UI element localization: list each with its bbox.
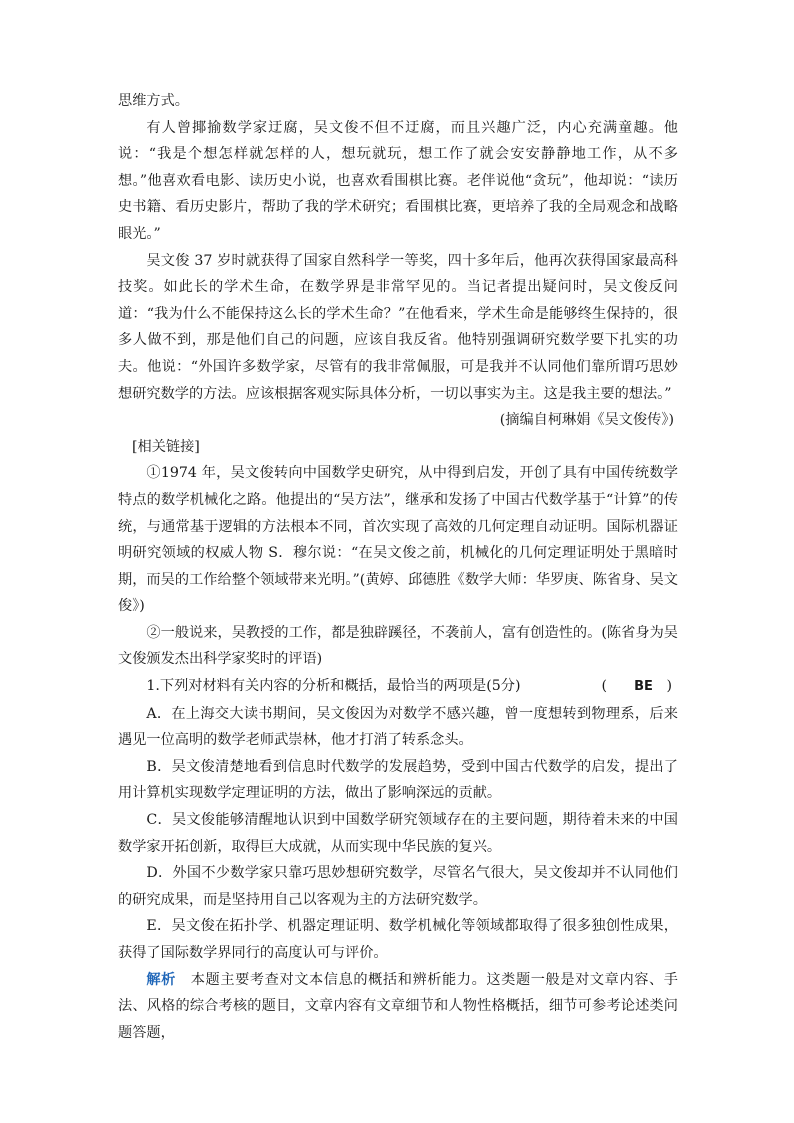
source-citation: (摘编自柯琳娟《吴文俊传》) — [499, 412, 674, 429]
option-d: D．外国不少数学家只靠巧思妙想研究数学，尽管名气很大，吴文俊却并不认同他们的研究成果，而是坚持用自己以客观为主的方法研究数学。 — [118, 865, 678, 908]
question-1-stem: 1.下列对材料有关内容的分析和概括，最恰当的两项是(5分) — [146, 678, 521, 695]
option-b: B．吴文俊清楚地看到信息时代数学的发展趋势，受到中国古代数学的启发，提出了用计算机实现数学定理证明的方法，做出了影响深远的贡献。 — [118, 758, 678, 802]
option-e: E．吴文俊在拓扑学、机器定理证明、数学机械化等领域都取得了很多独创性成果，获得了国际数学界同行的高度认可与评价。 — [118, 918, 678, 961]
paragraph-intro-tail: 思维方式。 — [118, 93, 189, 109]
paragraph-hobbies: 有人曾揶揄数学家迂腐，吴文俊不但不迂腐，而且兴趣广泛，内心充满童趣。他说：“我是个想怎样就怎样的人，想玩就玩，想工作了就会安安静静地工作，从不多想。”他喜欢看电影、读历史小说，也喜欢看围棋比赛。老伴说他“贪玩”，他却说：“读历史书籍、看历史影片，帮助了我的学术研究；看围棋比赛，更培养了我的全局观念和战略眼光。” — [118, 119, 678, 242]
analysis-label: 解析 — [146, 971, 176, 988]
option-c: C．吴文俊能够清醒地认识到中国数学研究领域存在的主要问题，期待着未来的中国数学家开拓创新，取得巨大成就，从而实现中华民族的复兴。 — [118, 812, 678, 855]
option-a: A．在上海交大读书期间，吴文俊因为对数学不感兴趣，曾一度想转到物理系，后来遇见一位高明的数学老师武崇林，他才打消了转系念头。 — [118, 705, 678, 749]
document-page — [118, 88, 678, 1046]
answer-open-paren: ( — [601, 678, 608, 695]
analysis-paragraph — [118, 967, 678, 1047]
answer-value: BE — [634, 679, 653, 695]
question-1-stem-row — [118, 673, 678, 701]
related-link-2: ②一般说来，吴教授的工作，都是独辟蹊径，不袭前人，富有创造性的。(陈省身为吴文俊颁发杰出科学家奖时的评语) — [118, 624, 678, 668]
analysis-text: 本题主要考查对文本信息的概括和辨析能力。这类题一般是对文章内容、手法、风格的综合考核的题目，文章内容有文章细节和人物性格概括，细节可参考论述类问题答题， — [118, 971, 678, 1041]
answer-box — [573, 673, 678, 701]
related-link-1: ①1974 年，吴文俊转向中国数学史研究，从中得到启发，开创了具有中国传统数学特点的数学机械化之路。他提出的“吴方法”，继承和发扬了中国古代数学基于“计算”的传统，与通常基于逻辑的方法根本不同，首次实现了高效的几何定理自动证明。国际机器证明研究领域的权威人物 S．穆尔说：“在吴文俊之前，机械化的几何定理证明处于黑暗时期，而吴的工作给整个领域带来光明。”(黄婷、邱德胜《数学大师：华罗庚、陈省身、吴文俊》) — [118, 465, 678, 615]
paragraph-academic-life: 吴文俊 37 岁时就获得了国家自然科学一等奖，四十多年后，他再次获得国家最高科技奖。如此长的学术生命，在数学界是非常罕见的。当记者提出疑问时，吴文俊反问道：“我为什么不能保持这么长的学术生命？”在他看来，学术生命是能够终生保持的，很多人做不到，那是他们自己的问题，应该自我反省。他特别强调研究数学要下扎实的功夫。他说：“外国许多数学家，尽管有的我非常佩服，可是我并不认同他们靠所谓巧思妙想研究数学的方法。应该根据客观实际具体分析，一切以事实为主。这是我主要的想法。” — [118, 252, 678, 402]
related-links-title: [相关链接] — [132, 438, 200, 455]
answer-close-paren: ) — [666, 678, 672, 695]
